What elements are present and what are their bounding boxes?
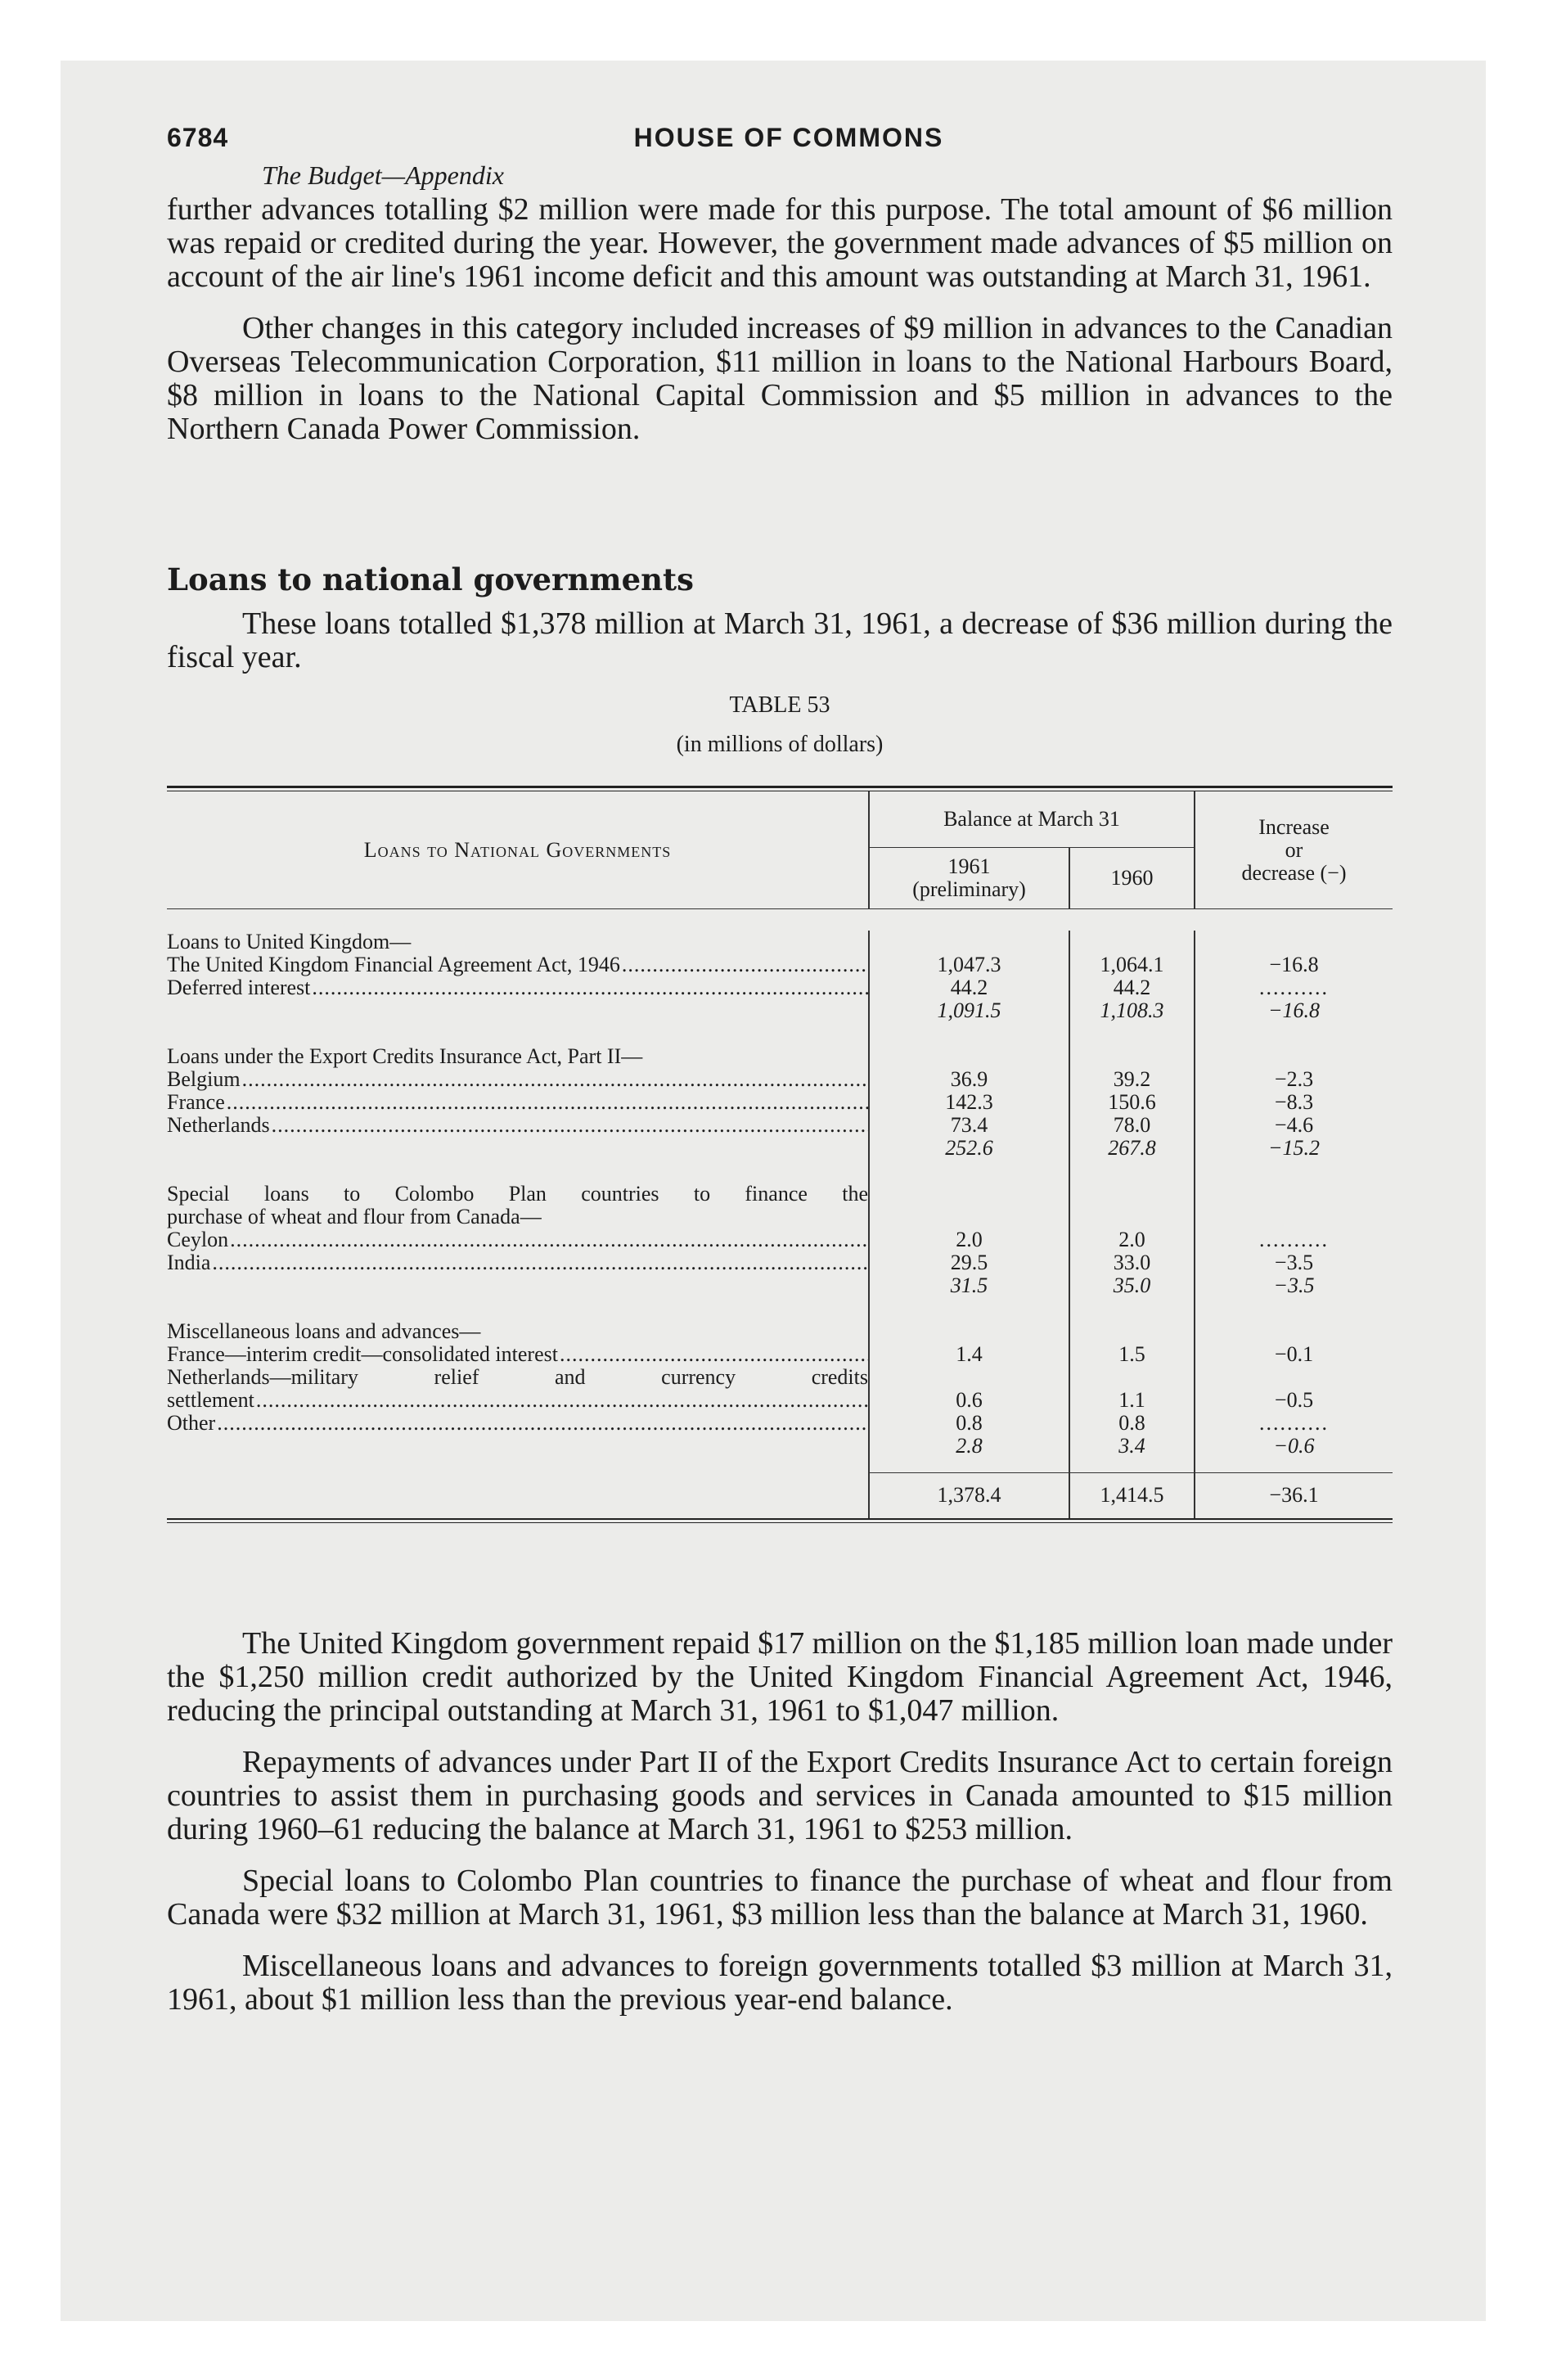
total-row: 1,378.4 1,414.5 −36.1 <box>167 1472 1393 1518</box>
table-grid <box>167 791 1393 1518</box>
table-row: India ..... 29.5 33.0 −3.5 <box>167 1251 1393 1274</box>
paragraph: Other changes in this category included increases of $9 million in advances to the Canadian Overseas Telecommunication Corporation, $11 million in loans to the National Harbours Board, $8 million in loans to the National Capital Commission and $5 million in advances to the Northern Canada Power Commission. <box>167 311 1393 446</box>
table-row: Other ..... 0.8 0.8 .......... <box>167 1412 1393 1435</box>
section-heading: Loans to national governments <box>167 561 694 597</box>
col-header-description: Loans to National Governments <box>363 837 672 862</box>
paragraph: These loans totalled $1,378 million at March 31, 1961, a decrease of $36 million during the fiscal year. <box>167 606 1393 674</box>
col-header-1960: 1960 <box>1069 848 1195 909</box>
paragraph: The United Kingdom government repaid $17 million on the $1,185 million loan made under the $1,250 million credit authorized by the United Kingdom Financial Agreement Act, 1946, reducing the principal outstanding at March 31, 1961 to $1,047 million. <box>167 1626 1393 1728</box>
closing-text <box>167 1627 1393 2035</box>
group-title: Special loans to Colombo Plan countries to finance the <box>167 1183 1393 1206</box>
table-row: France ..... 142.3 150.6 −8.3 <box>167 1091 1393 1114</box>
intro-text <box>167 193 1393 464</box>
group-title: Loans to United Kingdom— <box>167 931 1393 953</box>
table-row: France—interim credit—consolidated interest ..... 1.4 1.5 −0.1 <box>167 1343 1393 1366</box>
table-unit: (in millions of dollars) <box>676 732 884 757</box>
col-header-balance: Balance at March 31 <box>869 791 1195 848</box>
running-title: HOUSE OF COMMONS <box>633 123 944 152</box>
table-row: Netherlands ..... 73.4 78.0 −4.6 <box>167 1114 1393 1137</box>
table-row: The United Kingdom Financial Agreement Act, 1946 ..... 1,047.3 1,064.1 −16.8 <box>167 953 1393 976</box>
subtotal-row: 31.5 35.0 −3.5 <box>167 1274 1393 1297</box>
table-title: TABLE 53 <box>729 692 830 718</box>
table-row: Netherlands—military relief and currency credits <box>167 1366 1393 1389</box>
col-header-change: Increase or decrease (−) <box>1195 791 1393 909</box>
group-title: Loans under the Export Credits Insurance Act, Part II— <box>167 1045 1393 1068</box>
subtotal-row: 1,091.5 1,108.3 −16.8 <box>167 999 1393 1022</box>
paragraph: Miscellaneous loans and advances to foreign governments totalled $3 million at March 31, 1961, about $1 million less than the previous year-end balance. <box>167 1949 1393 2017</box>
table-row: Deferred interest ..... 44.2 44.2 .......... <box>167 976 1393 999</box>
table-row: Belgium ..... 36.9 39.2 −2.3 <box>167 1068 1393 1091</box>
table-bottom-rule <box>167 1518 1393 1523</box>
paragraph: further advances totalling $2 million were made for this purpose. The total amount of $6 million was repaid or credited during the year. However, the government made advances of $5 million on account of the air line's 1961 income deficit and this amount was outstanding at March 31, 1961. <box>167 192 1393 294</box>
paragraph: Repayments of advances under Part II of the Export Credits Insurance Act to certain foreign countries to assist them in purchasing goods and services in Canada amounted to $15 million during 1960–61 reducing the balance at March 31, 1961 to $253 million. <box>167 1745 1393 1846</box>
table-row-continued: settlement ..... 0.6 1.1 −0.5 <box>167 1389 1393 1412</box>
section-text <box>167 607 1393 692</box>
subtotal-row: 252.6 267.8 −15.2 <box>167 1137 1393 1160</box>
table-row: Ceylon ..... 2.0 2.0 .......... <box>167 1228 1393 1251</box>
subtotal-row: 2.8 3.4 −0.6 <box>167 1435 1393 1458</box>
table-top-rule <box>167 786 1393 791</box>
loans-table <box>167 786 1393 1523</box>
col-header-1961: 1961 (preliminary) <box>869 848 1069 909</box>
group-title: Miscellaneous loans and advances— <box>167 1320 1393 1343</box>
page-number: 6784 <box>167 123 229 152</box>
page-header <box>167 123 1411 159</box>
paragraph: Special loans to Colombo Plan countries to finance the purchase of wheat and flour from Canada were $32 million at March 31, 1961, $3 million less than the balance at March 31, 1960. <box>167 1864 1393 1931</box>
running-subtitle: The Budget—Appendix <box>262 160 504 190</box>
group-title-continued: purchase of wheat and flour from Canada— <box>167 1206 1393 1228</box>
